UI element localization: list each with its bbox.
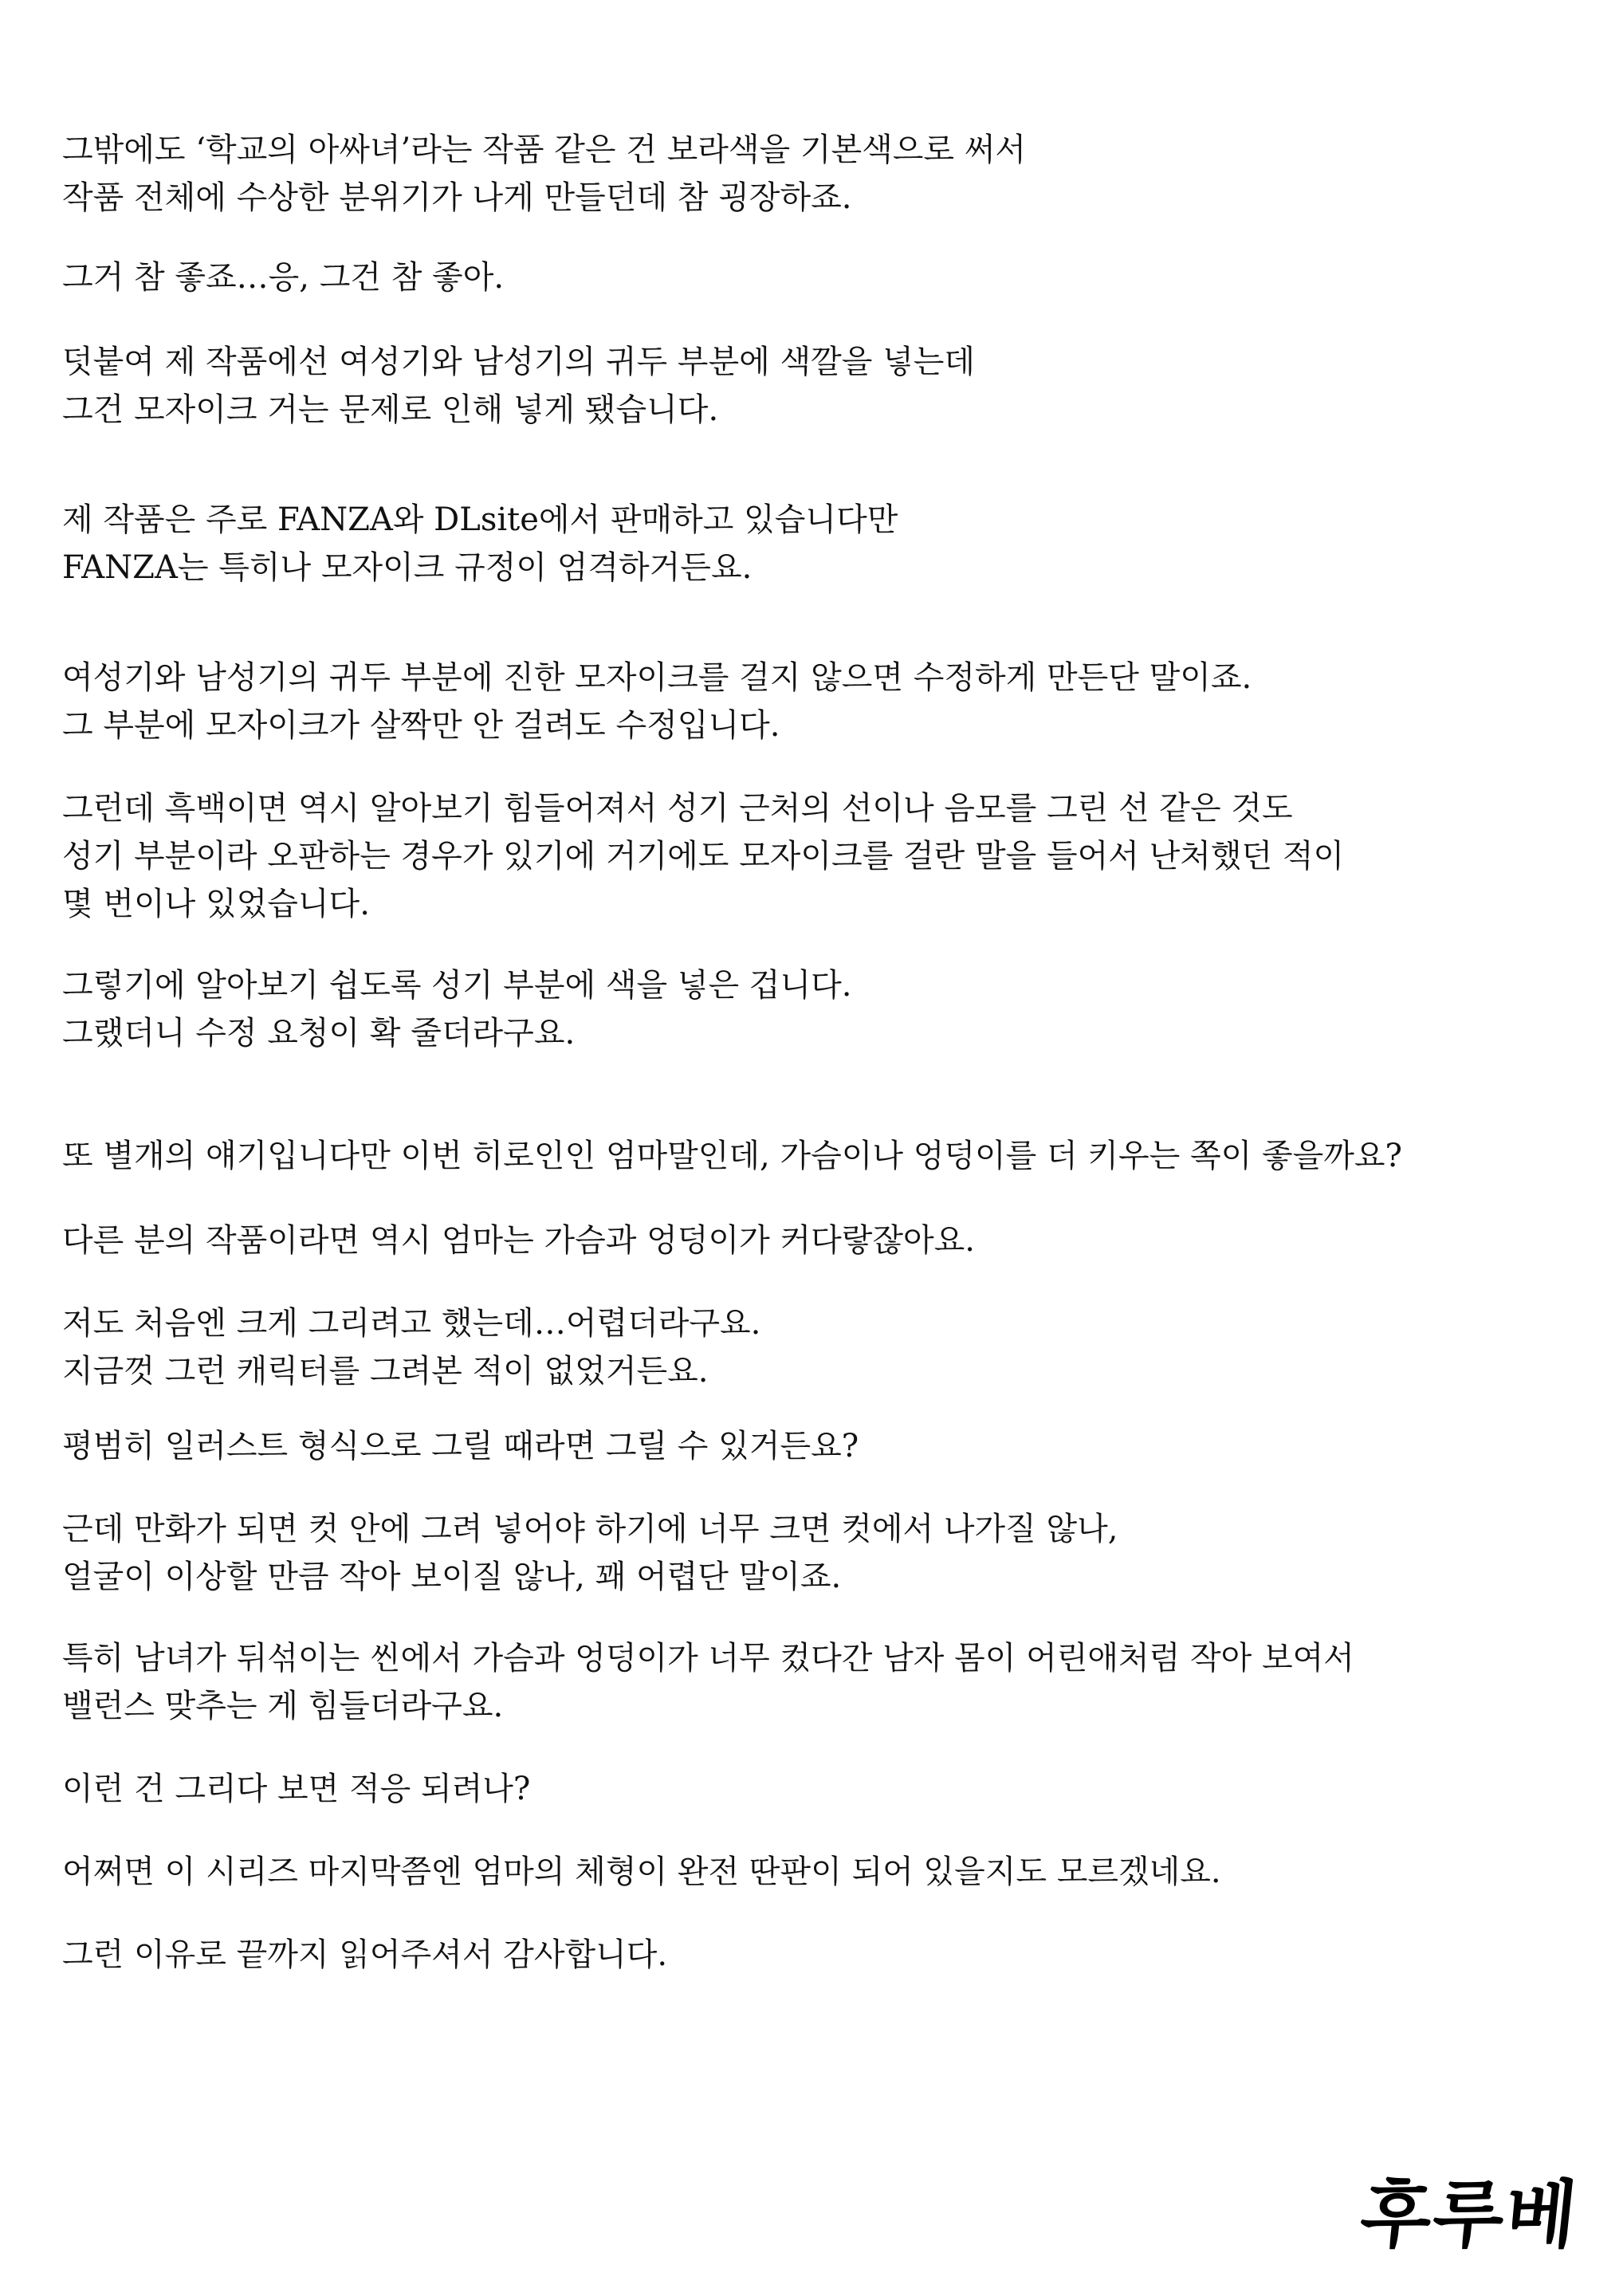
text-line: 그 부분에 모자이크가 살짝만 안 걸려도 수정입니다. [62, 707, 780, 744]
text-line: 지금껏 그런 캐릭터를 그려본 적이 없었거든요. [62, 1353, 709, 1390]
author-signature: 후루베 [1356, 2172, 1583, 2258]
text-line: 다른 분의 작품이라면 역시 엄마는 가슴과 엉덩이가 커다랗잖아요. [62, 1222, 975, 1259]
text-line: 저도 처음엔 크게 그리려고 했는데…어렵더라구요. [62, 1305, 761, 1342]
text-line: 작품 전체에 수상한 분위기가 나게 만들던데 참 굉장하죠. [62, 179, 852, 216]
text-line: 밸런스 맞추는 게 힘들더라구요. [62, 1688, 504, 1724]
text-line: 또 별개의 얘기입니다만 이번 히로인인 엄마말인데, 가슴이나 엉덩이를 더 키우는 쪽이 좋을까요? [62, 1138, 1402, 1174]
text-line: 그런데 흑백이면 역시 알아보기 힘들어져서 성기 근처의 선이나 음모를 그린 선 같은 것도 [62, 790, 1293, 827]
text-line: 평범히 일러스트 형식으로 그릴 때라면 그릴 수 있거든요? [62, 1428, 859, 1464]
text-line: 성기 부분이라 오판하는 경우가 있기에 거기에도 모자이크를 걸란 말을 들어서 난처했던 적이 [62, 838, 1345, 875]
text-line: 그랬더니 수정 요청이 확 줄더라구요. [62, 1015, 576, 1052]
text-line: 그렇기에 알아보기 쉽도록 성기 부분에 색을 넣은 겁니다. [62, 967, 852, 1004]
text-line: 이런 건 그리다 보면 적응 되려나? [62, 1771, 531, 1807]
text-line: FANZA는 특히나 모자이크 규정이 엄격하거든요. [62, 549, 753, 586]
text-line: 얼굴이 이상할 만큼 작아 보이질 않나, 꽤 어렵단 말이죠. [62, 1559, 842, 1595]
text-line: 그건 모자이크 거는 문제로 인해 넣게 됐습니다. [62, 391, 719, 428]
text-line: 그밖에도 ‘학교의 아싸녀’라는 작품 같은 건 보라색을 기본색으로 써서 [62, 132, 1027, 168]
text-line: 덧붙여 제 작품에선 여성기와 남성기의 귀두 부분에 색깔을 넣는데 [62, 344, 975, 380]
text-line: 근데 만화가 되면 컷 안에 그려 넣어야 하기에 너무 크면 컷에서 나가질 않나, [62, 1511, 1118, 1547]
text-line: 몇 번이나 있었습니다. [62, 886, 370, 922]
text-line: 제 작품은 주로 FANZA와 DLsite에서 판매하고 있습니다만 [62, 501, 898, 538]
text-line: 특히 남녀가 뒤섞이는 씬에서 가슴과 엉덩이가 너무 컸다간 남자 몸이 어린애처럼 작아 보여서 [62, 1640, 1354, 1677]
text-line: 그런 이유로 끝까지 읽어주셔서 감사합니다. [62, 1936, 668, 1973]
text-line: 그거 참 좋죠…응, 그건 참 좋아. [62, 259, 505, 296]
text-line: 어쩌면 이 시리즈 마지막쯤엔 엄마의 체형이 완전 딴판이 되어 있을지도 모르겠네요. [62, 1854, 1221, 1890]
text-line: 여성기와 남성기의 귀두 부분에 진한 모자이크를 걸지 않으면 수정하게 만든단 말이죠. [62, 659, 1252, 696]
